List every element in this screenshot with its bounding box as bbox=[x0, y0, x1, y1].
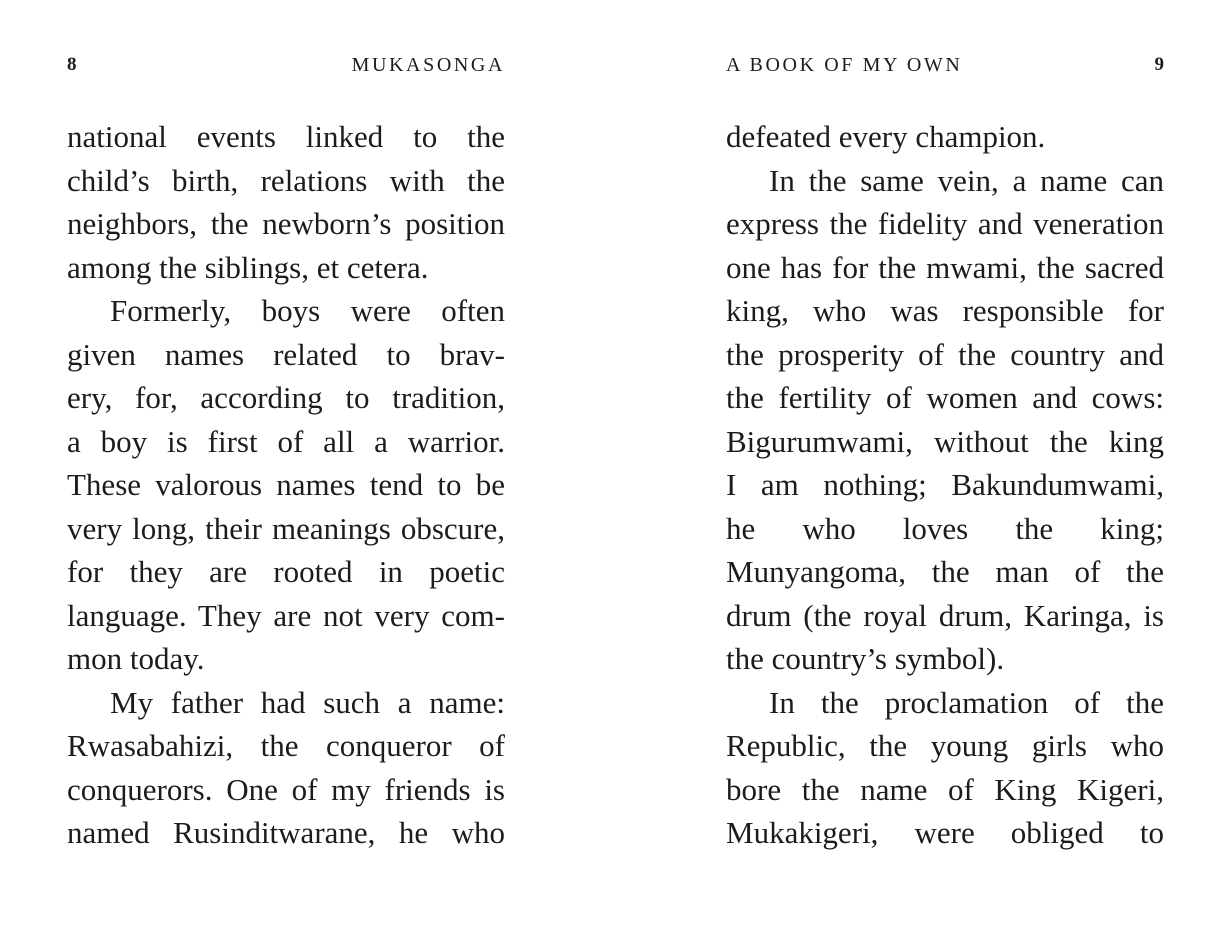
text-line: for they are rooted in poetic bbox=[67, 554, 505, 589]
text-line: Rwasabahizi, the conqueror of bbox=[67, 728, 505, 763]
right-page bbox=[726, 0, 1164, 949]
text-line: ery, for, according to tradition, bbox=[67, 380, 505, 415]
text-line: king, who was responsible for bbox=[726, 293, 1164, 328]
text-line: neighbors, the newborn’s position bbox=[67, 206, 505, 241]
left-running-head bbox=[67, 51, 505, 79]
text-line: In the proclamation of the bbox=[769, 684, 1164, 720]
text-line: named Rusinditwarane, he who bbox=[67, 815, 505, 850]
text-line: drum (the royal drum, Karinga, is bbox=[726, 597, 1164, 633]
text-line: My father had such a name: bbox=[110, 684, 505, 720]
text-line: Formerly, boys were often bbox=[110, 293, 505, 328]
text-line: bore the name of King Kigeri, bbox=[726, 771, 1164, 807]
text-line: defeated every champion. bbox=[726, 119, 1046, 154]
text-line: the fertility of women and cows: bbox=[726, 380, 1164, 415]
text-line: Republic, the young girls who bbox=[726, 728, 1164, 763]
page-number-right: 9 bbox=[1154, 54, 1164, 75]
text-line: I am nothing; Bakundumwami, bbox=[726, 467, 1164, 502]
left-page bbox=[67, 0, 505, 949]
left-page-body bbox=[67, 115, 505, 855]
text-line: In the same vein, a name can bbox=[769, 162, 1164, 198]
text-line: among the siblings, et cetera. bbox=[67, 249, 429, 285]
author-running-head: MUKASONGA bbox=[351, 54, 505, 76]
text-line: Munyangoma, the man of the bbox=[726, 554, 1164, 589]
page-number-left: 8 bbox=[67, 54, 77, 75]
text-line: national events linked to the bbox=[67, 119, 505, 154]
text-line: mon today. bbox=[67, 641, 205, 676]
text-line: given names related to brav- bbox=[67, 336, 505, 372]
text-line: a boy is first of all a warrior. bbox=[67, 423, 505, 459]
text-line: These valorous names tend to be bbox=[67, 467, 505, 502]
text-line: Mukakigeri, were obliged to bbox=[726, 815, 1164, 850]
text-line: conquerors. One of my friends is bbox=[67, 771, 505, 807]
text-line: he who loves the king; bbox=[726, 510, 1164, 546]
right-running-head bbox=[726, 51, 1164, 79]
text-line: the prosperity of the country and bbox=[726, 336, 1164, 372]
text-line: language. They are not very com- bbox=[67, 597, 505, 633]
text-line: the country’s symbol). bbox=[726, 641, 1005, 676]
text-line: child’s birth, relations with the bbox=[67, 162, 505, 198]
text-line: express the fidelity and veneration bbox=[726, 206, 1164, 241]
text-line: one has for the mwami, the sacred bbox=[726, 249, 1164, 285]
text-line: Bigurumwami, without the king bbox=[726, 423, 1164, 459]
title-running-head: A BOOK OF MY OWN bbox=[726, 54, 963, 76]
text-line: very long, their meanings obscure, bbox=[67, 510, 505, 546]
right-page-body bbox=[726, 115, 1164, 855]
